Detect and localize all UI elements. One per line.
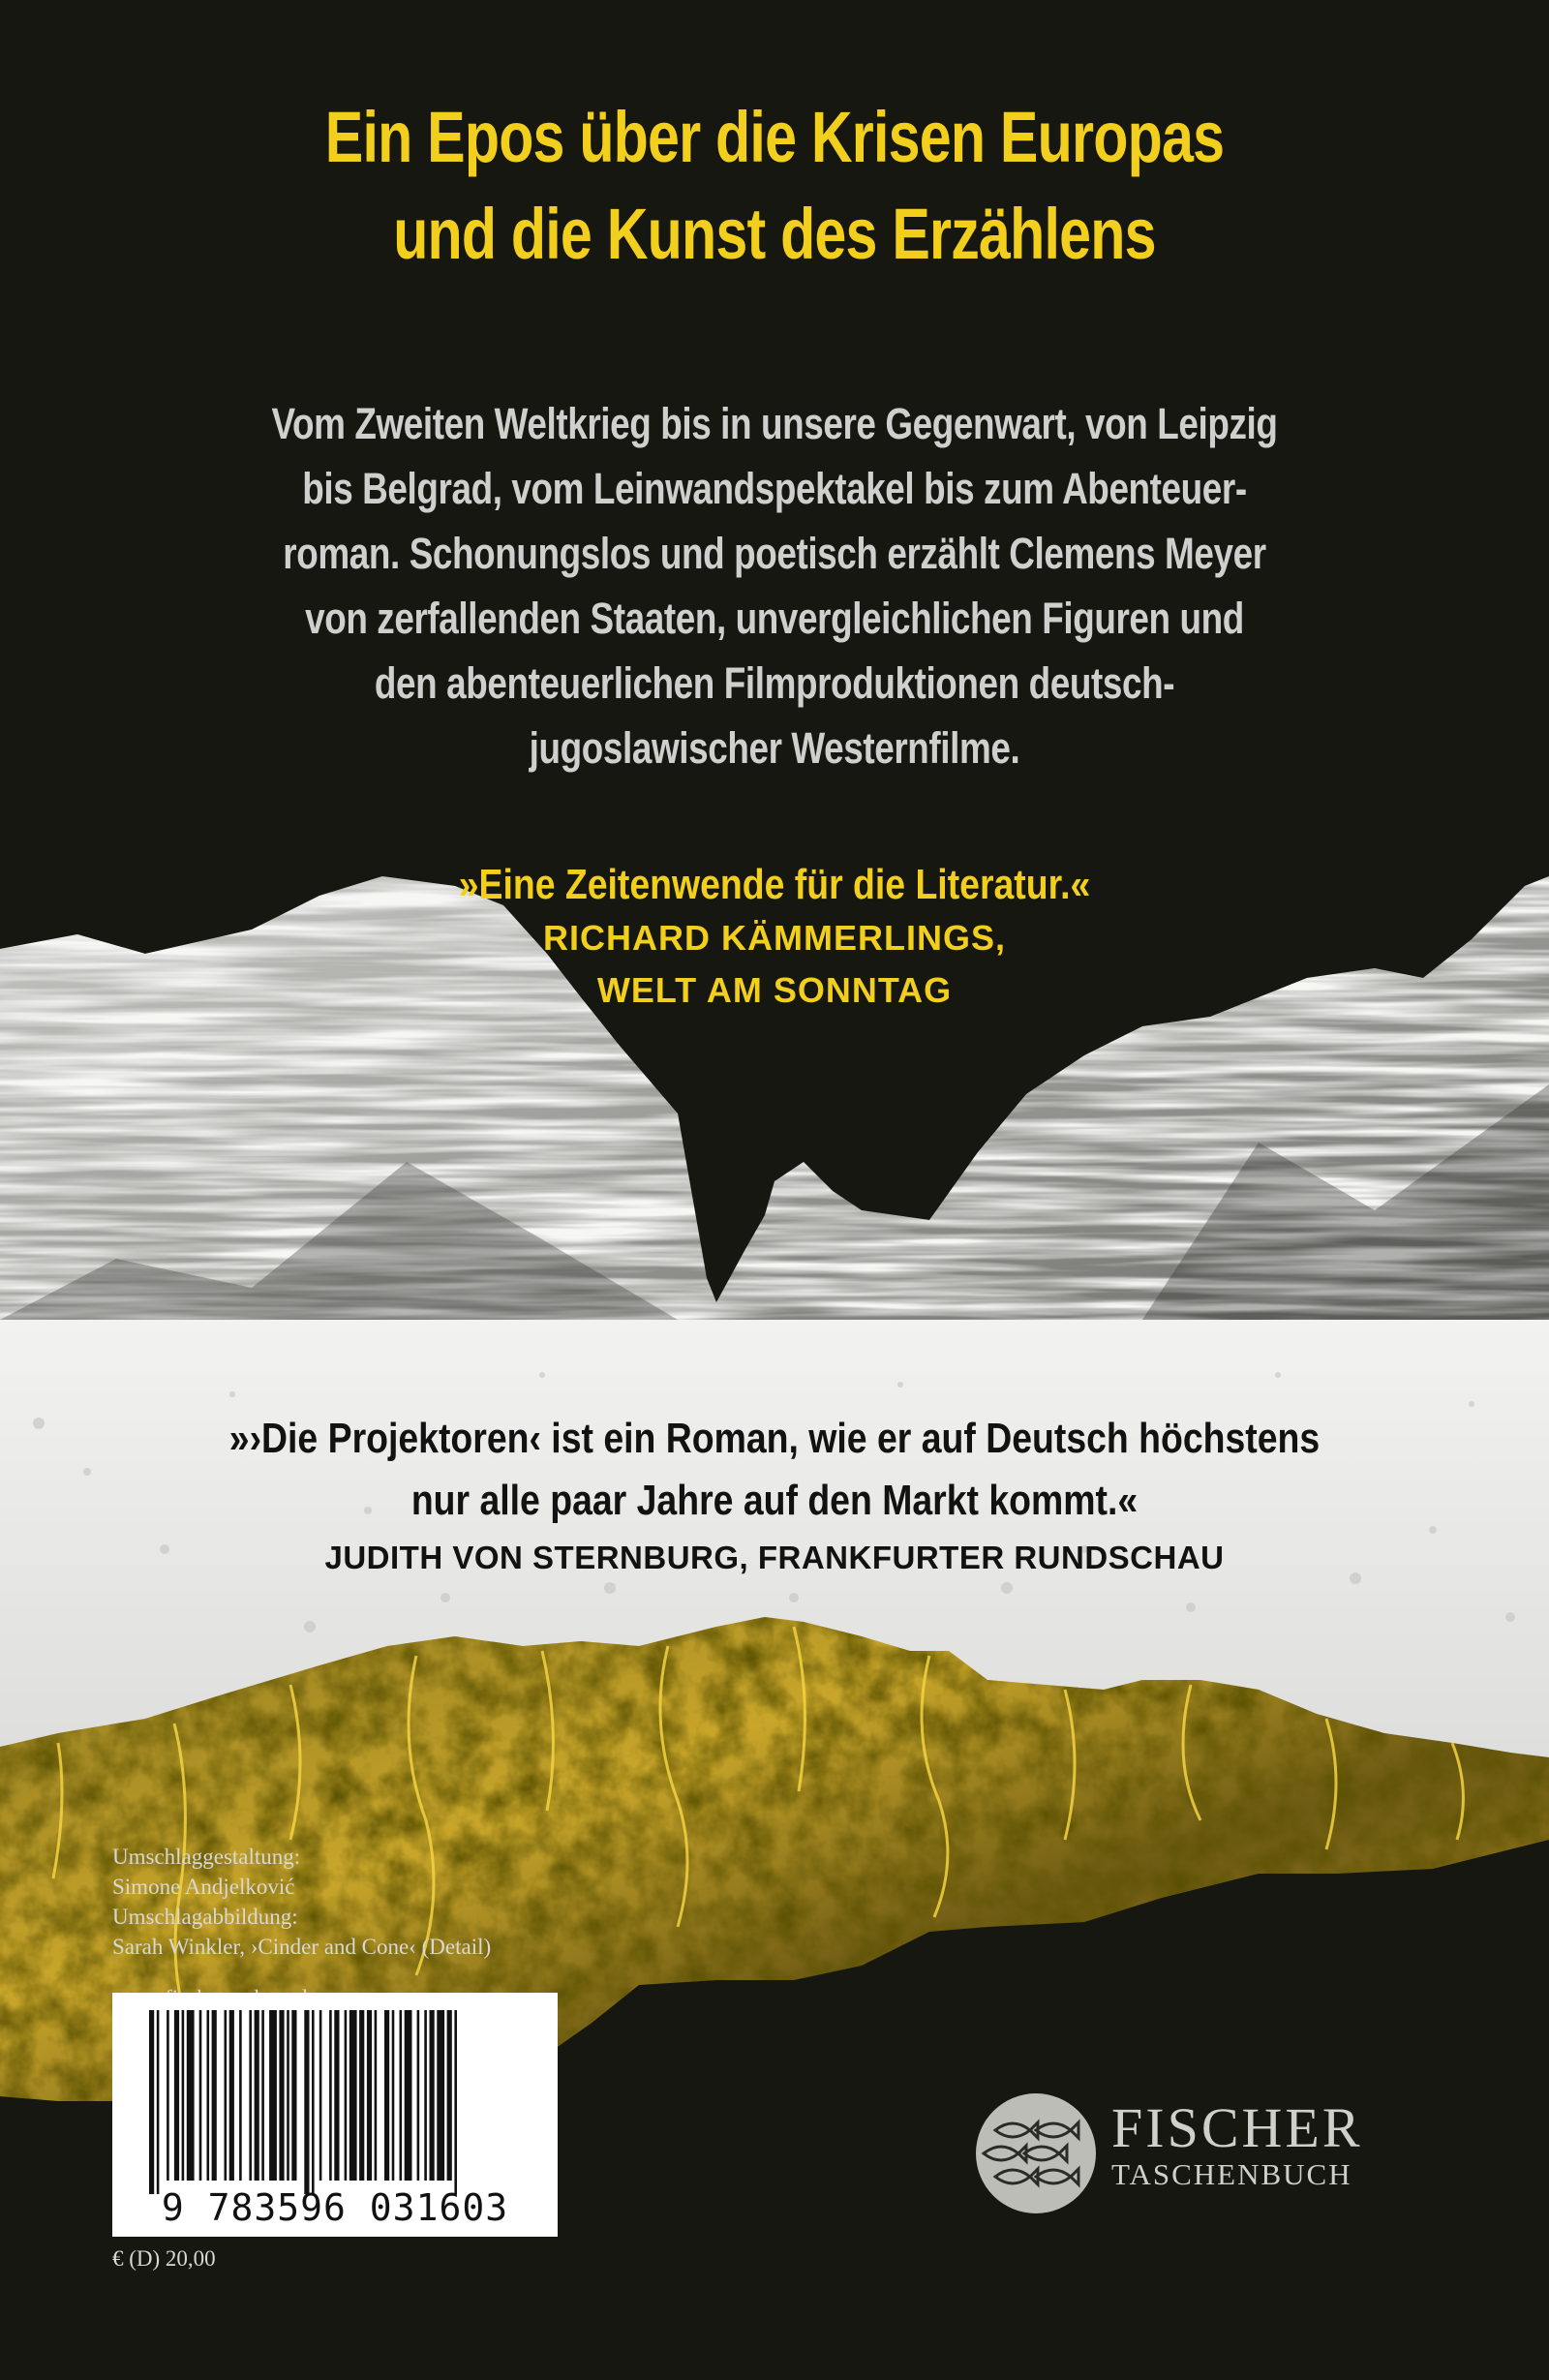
barcode-bar	[182, 2010, 185, 2181]
press-quote-1-source-1: RICHARD KÄMMERLINGS,	[543, 918, 1006, 958]
barcode-bar	[312, 2010, 315, 2194]
barcode-bar	[157, 2010, 160, 2194]
barcode-bar	[287, 2010, 289, 2181]
ean-barcode	[112, 1993, 558, 2237]
press-quote-1-text: »Eine Zeitenwende für die Literatur.«	[458, 861, 1091, 908]
barcode-bar	[329, 2010, 332, 2181]
image-name: Sarah Winkler, ›Cinder and Cone‹ (Detail)	[112, 1935, 492, 1959]
blurb-line: roman. Schonungslos und poetisch erzählt Clemens Meyer	[283, 529, 1266, 578]
blurb-line: Vom Zweiten Weltkrieg bis in unsere Gegenwart, von Leipzig	[271, 399, 1278, 448]
publisher-name: FISCHER	[1111, 2096, 1363, 2159]
press-quote-2-source: JUDITH VON STERNBURG, FRANKFURTER RUNDSCHAU	[324, 1540, 1225, 1575]
barcode-bar	[249, 2010, 252, 2181]
barcode-bar	[345, 2010, 348, 2181]
barcode-bar	[174, 2010, 179, 2181]
barcode-bar	[225, 2010, 228, 2181]
barcode-bar	[437, 2010, 444, 2181]
barcode-bar	[291, 2010, 296, 2181]
barcode-bar	[424, 2010, 427, 2181]
blurb-line: von zerfallenden Staaten, unvergleichlichen Figuren und	[305, 594, 1244, 643]
barcode-bar	[367, 2010, 372, 2181]
barcode-bar	[207, 2010, 210, 2181]
barcode-bar	[454, 2010, 457, 2194]
barcode-bar	[212, 2010, 217, 2181]
press-quote-1	[0, 858, 1549, 1017]
barcode-bar	[167, 2010, 169, 2181]
press-quote-2-line-2: nur alle paar Jahre auf den Markt kommt.«	[410, 1477, 1139, 1524]
barcode-bar	[375, 2010, 378, 2181]
headline	[155, 89, 1394, 283]
headline-line-1: Ein Epos über die Krisen Europas	[324, 97, 1225, 177]
price: € (D) 20,00	[112, 2246, 216, 2271]
headline-line-2: und die Kunst des Erzählens	[393, 194, 1156, 274]
barcode-bar	[229, 2010, 234, 2181]
barcode-bar	[199, 2010, 202, 2181]
barcode-bar	[447, 2010, 452, 2181]
barcode-bar	[187, 2010, 195, 2181]
barcode-bar	[279, 2010, 284, 2181]
barcode-bar	[255, 2010, 259, 2181]
barcode-bar	[239, 2010, 242, 2181]
fischer-fish-logo-icon	[974, 2091, 1098, 2215]
blurb-line: den abenteuerlichen Filmproduktionen deutsch-	[374, 658, 1175, 708]
barcode-bar	[349, 2010, 357, 2181]
barcode-digits: 9 783596 031603	[161, 2186, 509, 2229]
press-quote-1-source-2: WELT AM SONNTAG	[596, 970, 953, 1010]
barcode-bar	[304, 2010, 309, 2194]
press-quote-2	[0, 1408, 1549, 1584]
publisher-logo	[1111, 2096, 1363, 2192]
image-label: Umschlagabbildung:	[112, 1905, 298, 1929]
barcode-bar	[400, 2010, 403, 2181]
barcode-bar	[405, 2010, 412, 2181]
barcode-bar	[430, 2010, 435, 2181]
barcode-bar	[392, 2010, 395, 2181]
barcode-bar	[359, 2010, 364, 2181]
blurb-text	[0, 391, 1549, 780]
design-name: Simone Andjelković	[112, 1875, 295, 1899]
barcode-bar	[319, 2010, 322, 2181]
publisher-imprint: TASCHENBUCH	[1111, 2157, 1352, 2191]
barcode-bar	[384, 2010, 389, 2181]
press-quote-2-line-1: »›Die Projektoren‹ ist ein Roman, wie er auf Deutsch höchstens	[228, 1415, 1321, 1462]
barcode-bar	[334, 2010, 339, 2181]
barcode-bar	[417, 2010, 420, 2181]
blurb-line: bis Belgrad, vom Leinwandspektakel bis zum Abenteuer-	[302, 464, 1247, 513]
design-label: Umschlaggestaltung:	[112, 1845, 301, 1869]
barcode-bar	[269, 2010, 277, 2181]
blurb-line: jugoslawischer Westernfilme.	[529, 723, 1020, 773]
barcode-bar	[149, 2010, 154, 2194]
barcode-bar	[261, 2010, 264, 2181]
